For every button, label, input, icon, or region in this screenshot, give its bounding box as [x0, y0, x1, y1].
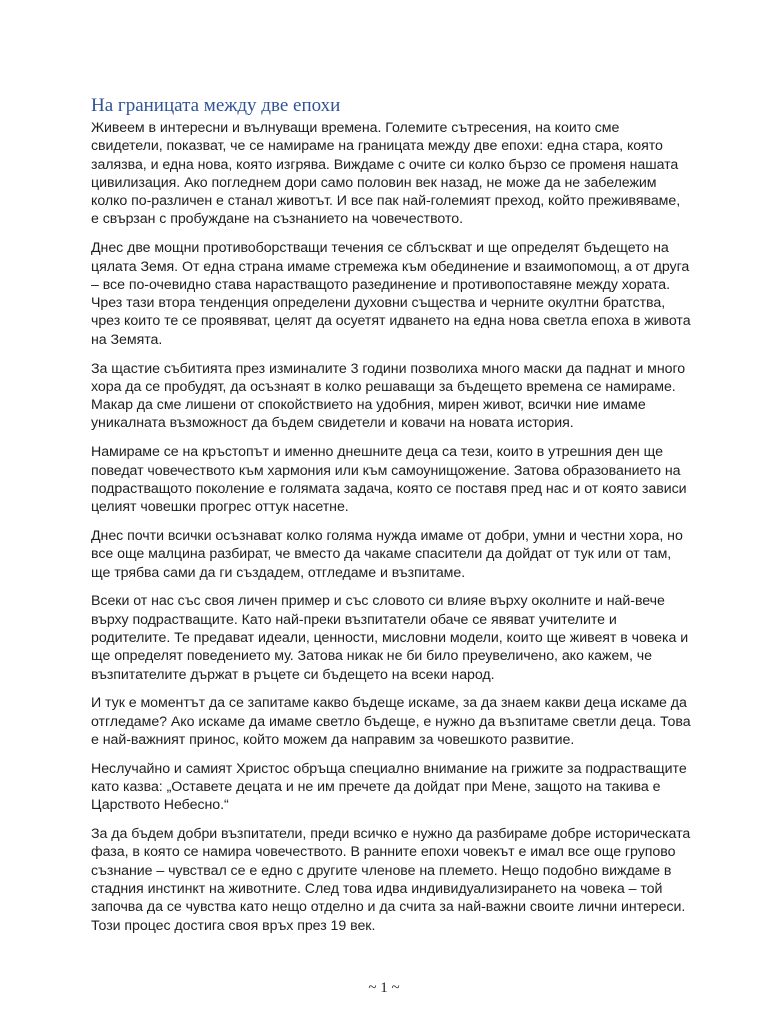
- paragraph-3: За щастие събитията през изминалите 3 години позволиха много маски да паднат и много хора да се пробудят, да осъзнаят в колко решаващи за бъдещето времена се намираме. Макар да сме лишени от спокойствието на удобния, мирен живот, всички ние имаме уникалната възможност да бъдем свидетели и ковачи на новата история.: [91, 360, 686, 432]
- paragraph-2: Днес две мощни противоборстващи течения се сблъскват и ще определят бъдещето на цялата Земя. От една страна имаме стремежа към обединение и взаимопомощ, а от друга – все по-очевидно става нарастващото разединение и противопоставяне между хората. Чрез тази втора тенденция определени духовни същества и черните окултни братства, чрез които те се проявяват, целят да осуетят идването на една нова светла епоха в живота на Земята.: [91, 240, 691, 348]
- paragraph-1: Живеем в интересни и вълнуващи времена. Големите сътресения, на които сме свидетели, показват, че се намираме на границата между две епохи: една стара, която залязва, и една нова, която изгрява. Виждаме с очите си колко бързо се променя нашата цивилизация. Ако погледнем дори само половин век назад, не може да не забележим колко по-различен е станал животът. И все пак най-големият преход, който преживяваме, е свързан с пробуждане на съзнанието на човечеството.: [91, 120, 681, 228]
- paragraph-8: Неслучайно и самият Христос обръща специално внимание на грижите за подрастващите като казва: „Оставете децата и не им пречете да дойдат при Мене, защото на такива е Царството Небесно.“: [91, 760, 687, 814]
- paragraph-5: Днес почти всички осъзнават колко голяма нужда имаме от добри, умни и честни хора, но все още малцина разбират, че вместо да чакаме спасители да дойдат от тук или от там, ще трябва сами да ги създадем, отгледаме и възпитаме.: [91, 527, 683, 581]
- paragraph-9: За да бъдем добри възпитатели, преди всичко е нужно да разбираме добре историческата фаза, в която се намира човечеството. В ранните епохи човекът е имал все още групово съзнание – чувствал се е едно с другите членове на племето. Нещо подобно виждаме в стадния инстинкт на животните. След това идва индивидуализирането на човека – той започва да се чувства като нещо отделно и да счита за най-важни своите лични интереси. Този процес достига своя връх през 19 век.: [91, 826, 691, 934]
- document-body: [91, 94, 691, 945]
- page-number: ~ 1 ~: [368, 980, 400, 996]
- paragraph-4: Намираме се на кръстопът и именно днешните деца са тези, които в утрешния ден ще поведат човечеството към хармония или към самоунищожение. Затова образованието на подрастващото поколение е голямата задача, която се поставя пред нас и от която зависи целият човешки прогрес оттук насетне.: [91, 444, 687, 516]
- paragraph-6: Всеки от нас със своя личен пример и със словото си влияе върху околните и най-вече върху подрастващите. Като най-преки възпитатели обаче се явяват учителите и родителите. Те предават идеали, ценности, мисловни модели, които ще живеят в човека и ще определят поведението му. Затова никак не би било преувеличено, ако кажем, че възпитателите държат в ръцете си бъдещето на всеки народ.: [91, 593, 689, 683]
- paragraph-7: И тук е моментът да се запитаме какво бъдеще искаме, за да знаем какви деца искаме да отгледаме? Ако искаме да имаме светло бъдеще, е нужно да възпитаме светли деца. Това е най-важният принос, който можем да направим за човешкото развитие.: [91, 695, 691, 748]
- document-title: На границата между две епохи: [91, 95, 341, 116]
